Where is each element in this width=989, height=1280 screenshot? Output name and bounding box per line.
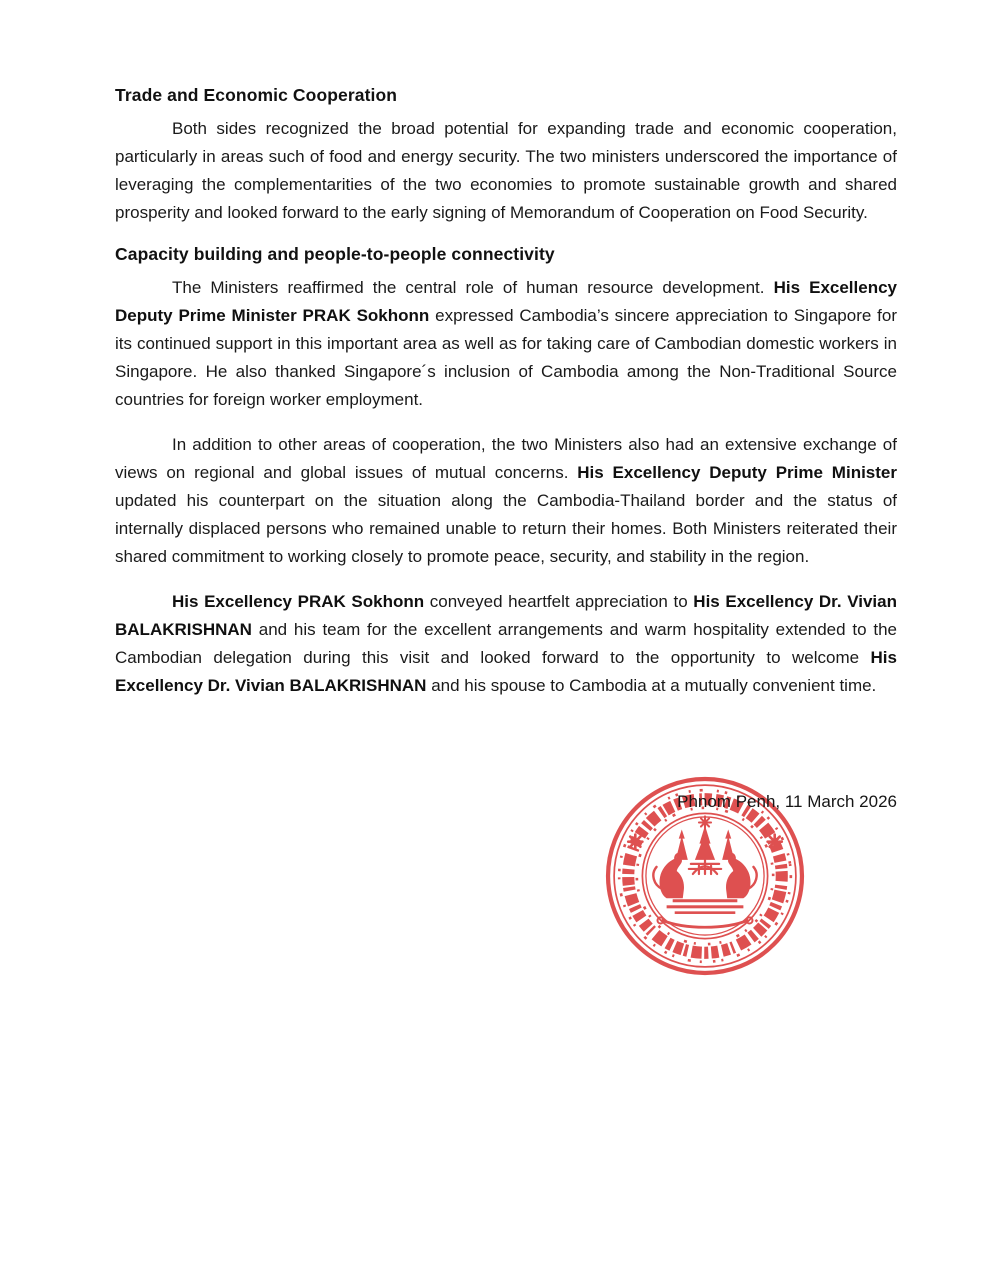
emphasized-text-run: His Excellency Dr. Vivian BALAKRISHNAN <box>115 648 897 695</box>
text-run: Both sides recognized the broad potential for expanding trade and economic cooperation, particularly in areas such of food and energy security. The two ministers underscored the importance of leveraging the complementarities of the two economies to promote sustainable growth and shared prosperity and looked forward to the early signing of Memorandum of Cooperation on Food Security. <box>115 119 897 222</box>
body-paragraph <box>115 274 897 414</box>
body-paragraph <box>115 431 897 571</box>
emphasized-text-run: His Excellency Dr. Vivian BALAKRISHNAN <box>115 592 897 639</box>
text-run: updated his counterpart on the situation along the Cambodia-Thailand border and the status of internally displaced persons who remained unable to return their homes. Both Ministers reiterated their shared commitment to working closely to promote peace, security, and stability in the region. <box>115 491 897 566</box>
body-paragraph <box>115 588 897 700</box>
ribbon-banner <box>658 917 753 927</box>
dateline: Phnom Penh, 11 March 2026 <box>677 792 897 811</box>
emphasized-text-run: His Excellency Deputy Prime Minister <box>577 463 897 482</box>
emphasized-text-run: His Excellency PRAK Sokhonn <box>172 592 425 611</box>
section-heading: Capacity building and people-to-people connectivity <box>115 244 555 264</box>
royal-arms-emblem <box>653 816 756 927</box>
section-heading: Trade and Economic Cooperation <box>115 85 398 105</box>
document-body <box>115 85 897 717</box>
text-run: conveyed heartfelt appreciation to <box>424 592 694 611</box>
text-run: expressed Cambodia’s sincere appreciation to Singapore for its continued support in this important area as well as for taking care of Cambodian domestic workers in Singapore. He also thanked Singapore´s inclusion of Cambodia among the Non-Traditional Source countries for foreign worker employment. <box>115 306 897 409</box>
body-paragraph <box>115 115 897 227</box>
emphasized-text-run: His Excellency Deputy Prime Minister PRAK Sokhonn <box>115 278 897 325</box>
text-run: The Ministers reaffirmed the central role of human resource development. <box>172 278 774 297</box>
pedestal-steps <box>667 899 744 914</box>
central-spire <box>695 826 715 860</box>
text-run: In addition to other areas of cooperation, the two Ministers also had an extensive exchange of views on regional and global issues of mutual concerns. <box>115 435 897 482</box>
text-run: and his team for the excellent arrangements and warm hospitality extended to the Cambodian delegation during this visit and looked forward to the opportunity to welcome <box>115 620 897 667</box>
text-run: and his spouse to Cambodia at a mutually convenient time. <box>426 676 877 695</box>
